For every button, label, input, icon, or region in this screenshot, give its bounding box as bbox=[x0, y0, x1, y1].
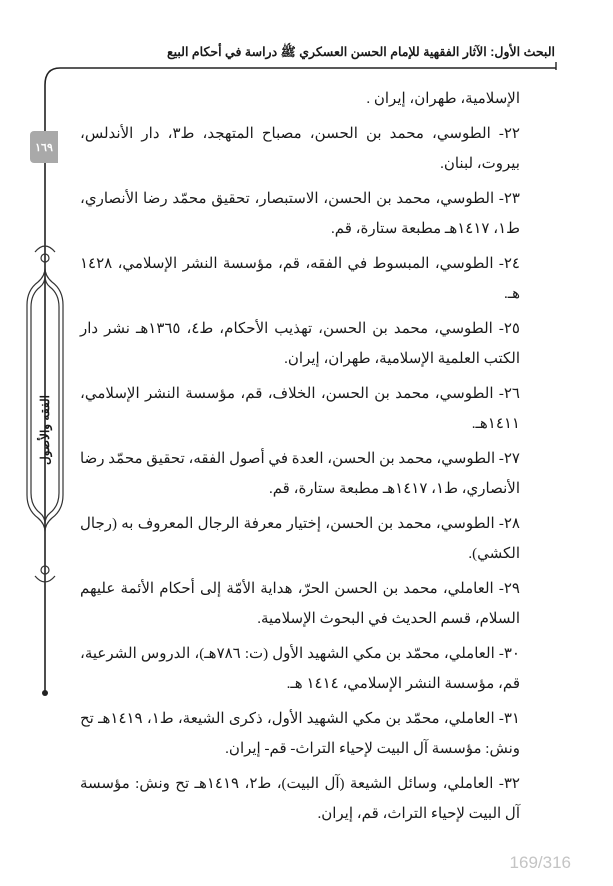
section-side-label-text: الفقه والأصول bbox=[38, 395, 53, 465]
reference-27: ٢٧- الطوسي، محمد بن الحسن، العدة في أصول الفقه، تحقيق محمّد رضا الأنصاري، ط١، ١٤١٧هـ مطبعة ستارة، قم. bbox=[79, 451, 520, 497]
reference-25: ٢٥- الطوسي، محمد بن الحسن، تهذيب الأحكام، ط٤، ١٣٦٥هـ نشر دار الكتب العلمية الإسلامية، طهران، إيران. bbox=[80, 321, 520, 367]
page-indicator: 169/316 bbox=[509, 853, 571, 872]
reference-23: ٢٣- الطوسي، محمد بن الحسن، الاستبصار، تحقيق محمّد رضا الأنصاري، ط١، ١٤١٧هـ مطبعة ستارة، قم. bbox=[80, 191, 520, 237]
section-side-label bbox=[20, 370, 70, 490]
reference-32: ٣٢- العاملي، وسائل الشيعة (آل البيت)، ط٢، ١٤١٩هـ تح ونش: مؤسسة آل البيت لإحياء التراث، قم، إيران. bbox=[80, 776, 520, 822]
page-number-tab: ١٦٩ bbox=[30, 131, 58, 163]
reference-31: ٣١- العاملي، محمّد بن مكي الشهيد الأول، ذكرى الشيعة، ط١، ١٤١٩هـ تح ونش: مؤسسة آل البيت لإحياء التراث- قم- إيران. bbox=[80, 711, 520, 757]
reference-28: ٢٨- الطوسي، محمد بن الحسن، إختيار معرفة الرجال المعروف به (رجال الكشي). bbox=[80, 516, 520, 562]
reference-30: ٣٠- العاملي، محمّد بن مكي الشهيد الأول (ت: ٧٨٦هـ)، الدروس الشرعية، قم، مؤسسة النشر الإسلامي، ١٤١٤ هـ. bbox=[80, 646, 520, 692]
reference-24: ٢٤- الطوسي، المبسوط في الفقه، قم، مؤسسة النشر الإسلامي، ١٤٢٨ هـ. bbox=[80, 256, 520, 302]
reference-29: ٢٩- العاملي، محمد بن الحسن الحرّ، هداية الأمّة إلى أحكام الأئمة عليهم السلام، قسم الحديث في البحوث الإسلامية. bbox=[80, 581, 520, 627]
references-list bbox=[80, 84, 520, 834]
reference-continuation: الإسلامية، طهران، إيران . bbox=[366, 91, 520, 107]
reference-22: ٢٢- الطوسي، محمد بن الحسن، مصباح المتهجد، ط٣، دار الأندلس، بيروت، لبنان. bbox=[80, 126, 520, 172]
running-header: البحث الأول: الآثار الفقهية للإمام الحسن العسكري ﷺ دراسة في أحكام البيع bbox=[166, 45, 555, 59]
reference-26: ٢٦- الطوسي، محمد بن الحسن، الخلاف، قم، مؤسسة النشر الإسلامي، ١٤١١هـ. bbox=[80, 386, 520, 432]
